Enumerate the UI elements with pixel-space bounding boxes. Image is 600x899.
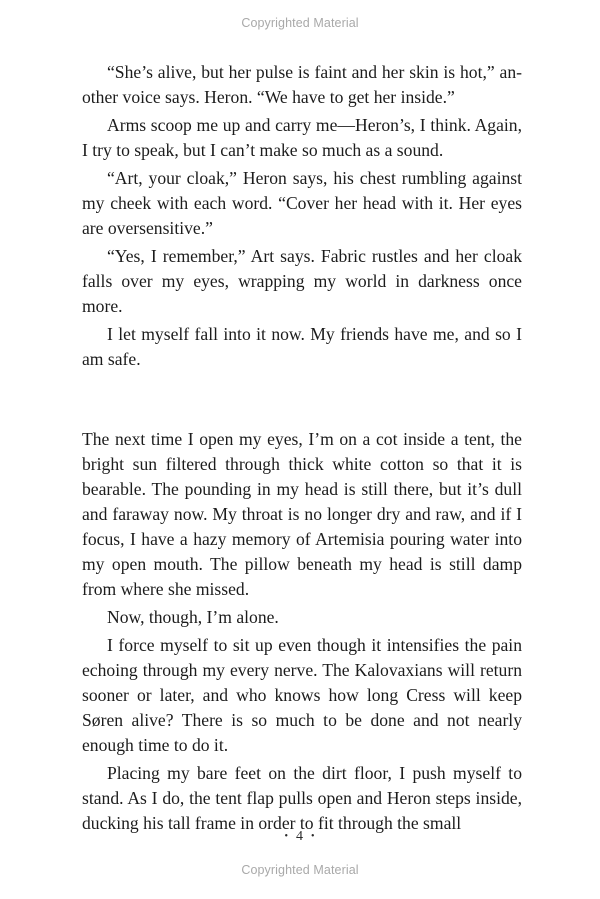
page-number-folio <box>0 829 600 845</box>
paragraph: Now, though, I’m alone. <box>107 607 279 627</box>
paragraph: “Yes, I remember,” Art says. Fabric rustles and her cloak falls over my eyes, wrapping my world in darkness once more. <box>82 246 522 316</box>
section-break <box>82 375 522 427</box>
paragraph: “Art, your cloak,” Heron says, his chest rumbling against my cheek with each word. “Cover her head with it. Her eyes are oversensitive.” <box>82 168 522 238</box>
watermark-top: Copyrighted Material <box>241 16 359 30</box>
page-body <box>82 60 522 839</box>
paragraph: I let myself fall into it now. My friends have me, and so I am safe. <box>82 324 522 369</box>
paragraph: Placing my bare feet on the dirt floor, I push myself to stand. As I do, the tent flap pulls open and Heron steps inside, ducking his tall frame in order to fit through the small <box>82 763 522 833</box>
folio-ornament-left: • <box>284 831 289 843</box>
folio-ornament-right: • <box>311 831 316 843</box>
paragraph: “She’s alive, but her pulse is faint and her skin is hot,” another voice says. Heron. “We have to get her inside.” <box>82 62 522 107</box>
paragraph-section-start: The next time I open my eyes, I’m on a cot inside a tent, the bright sun filtered through thick white cotton so that it is bearable. The pounding in my head is still there, but it’s dull and faraway now. My throat is no longer dry and raw, and if I focus, I have a hazy memory of Artemisia pouring water into my open mouth. The pillow beneath my head is still damp from where she missed. <box>82 429 522 599</box>
page-number: 4 <box>296 829 304 844</box>
paragraph: I force myself to sit up even though it intensifies the pain echoing through my every nerve. The Kalovaxians will return sooner or later, and who knows how long Cress will keep Søren alive? There is so much to be done and not nearly enough time to do it. <box>82 635 522 755</box>
watermark-bottom: Copyrighted Material <box>241 863 359 877</box>
paragraph: Arms scoop me up and carry me—Heron’s, I think. Again, I try to speak, but I can’t make so much as a sound. <box>82 115 522 160</box>
